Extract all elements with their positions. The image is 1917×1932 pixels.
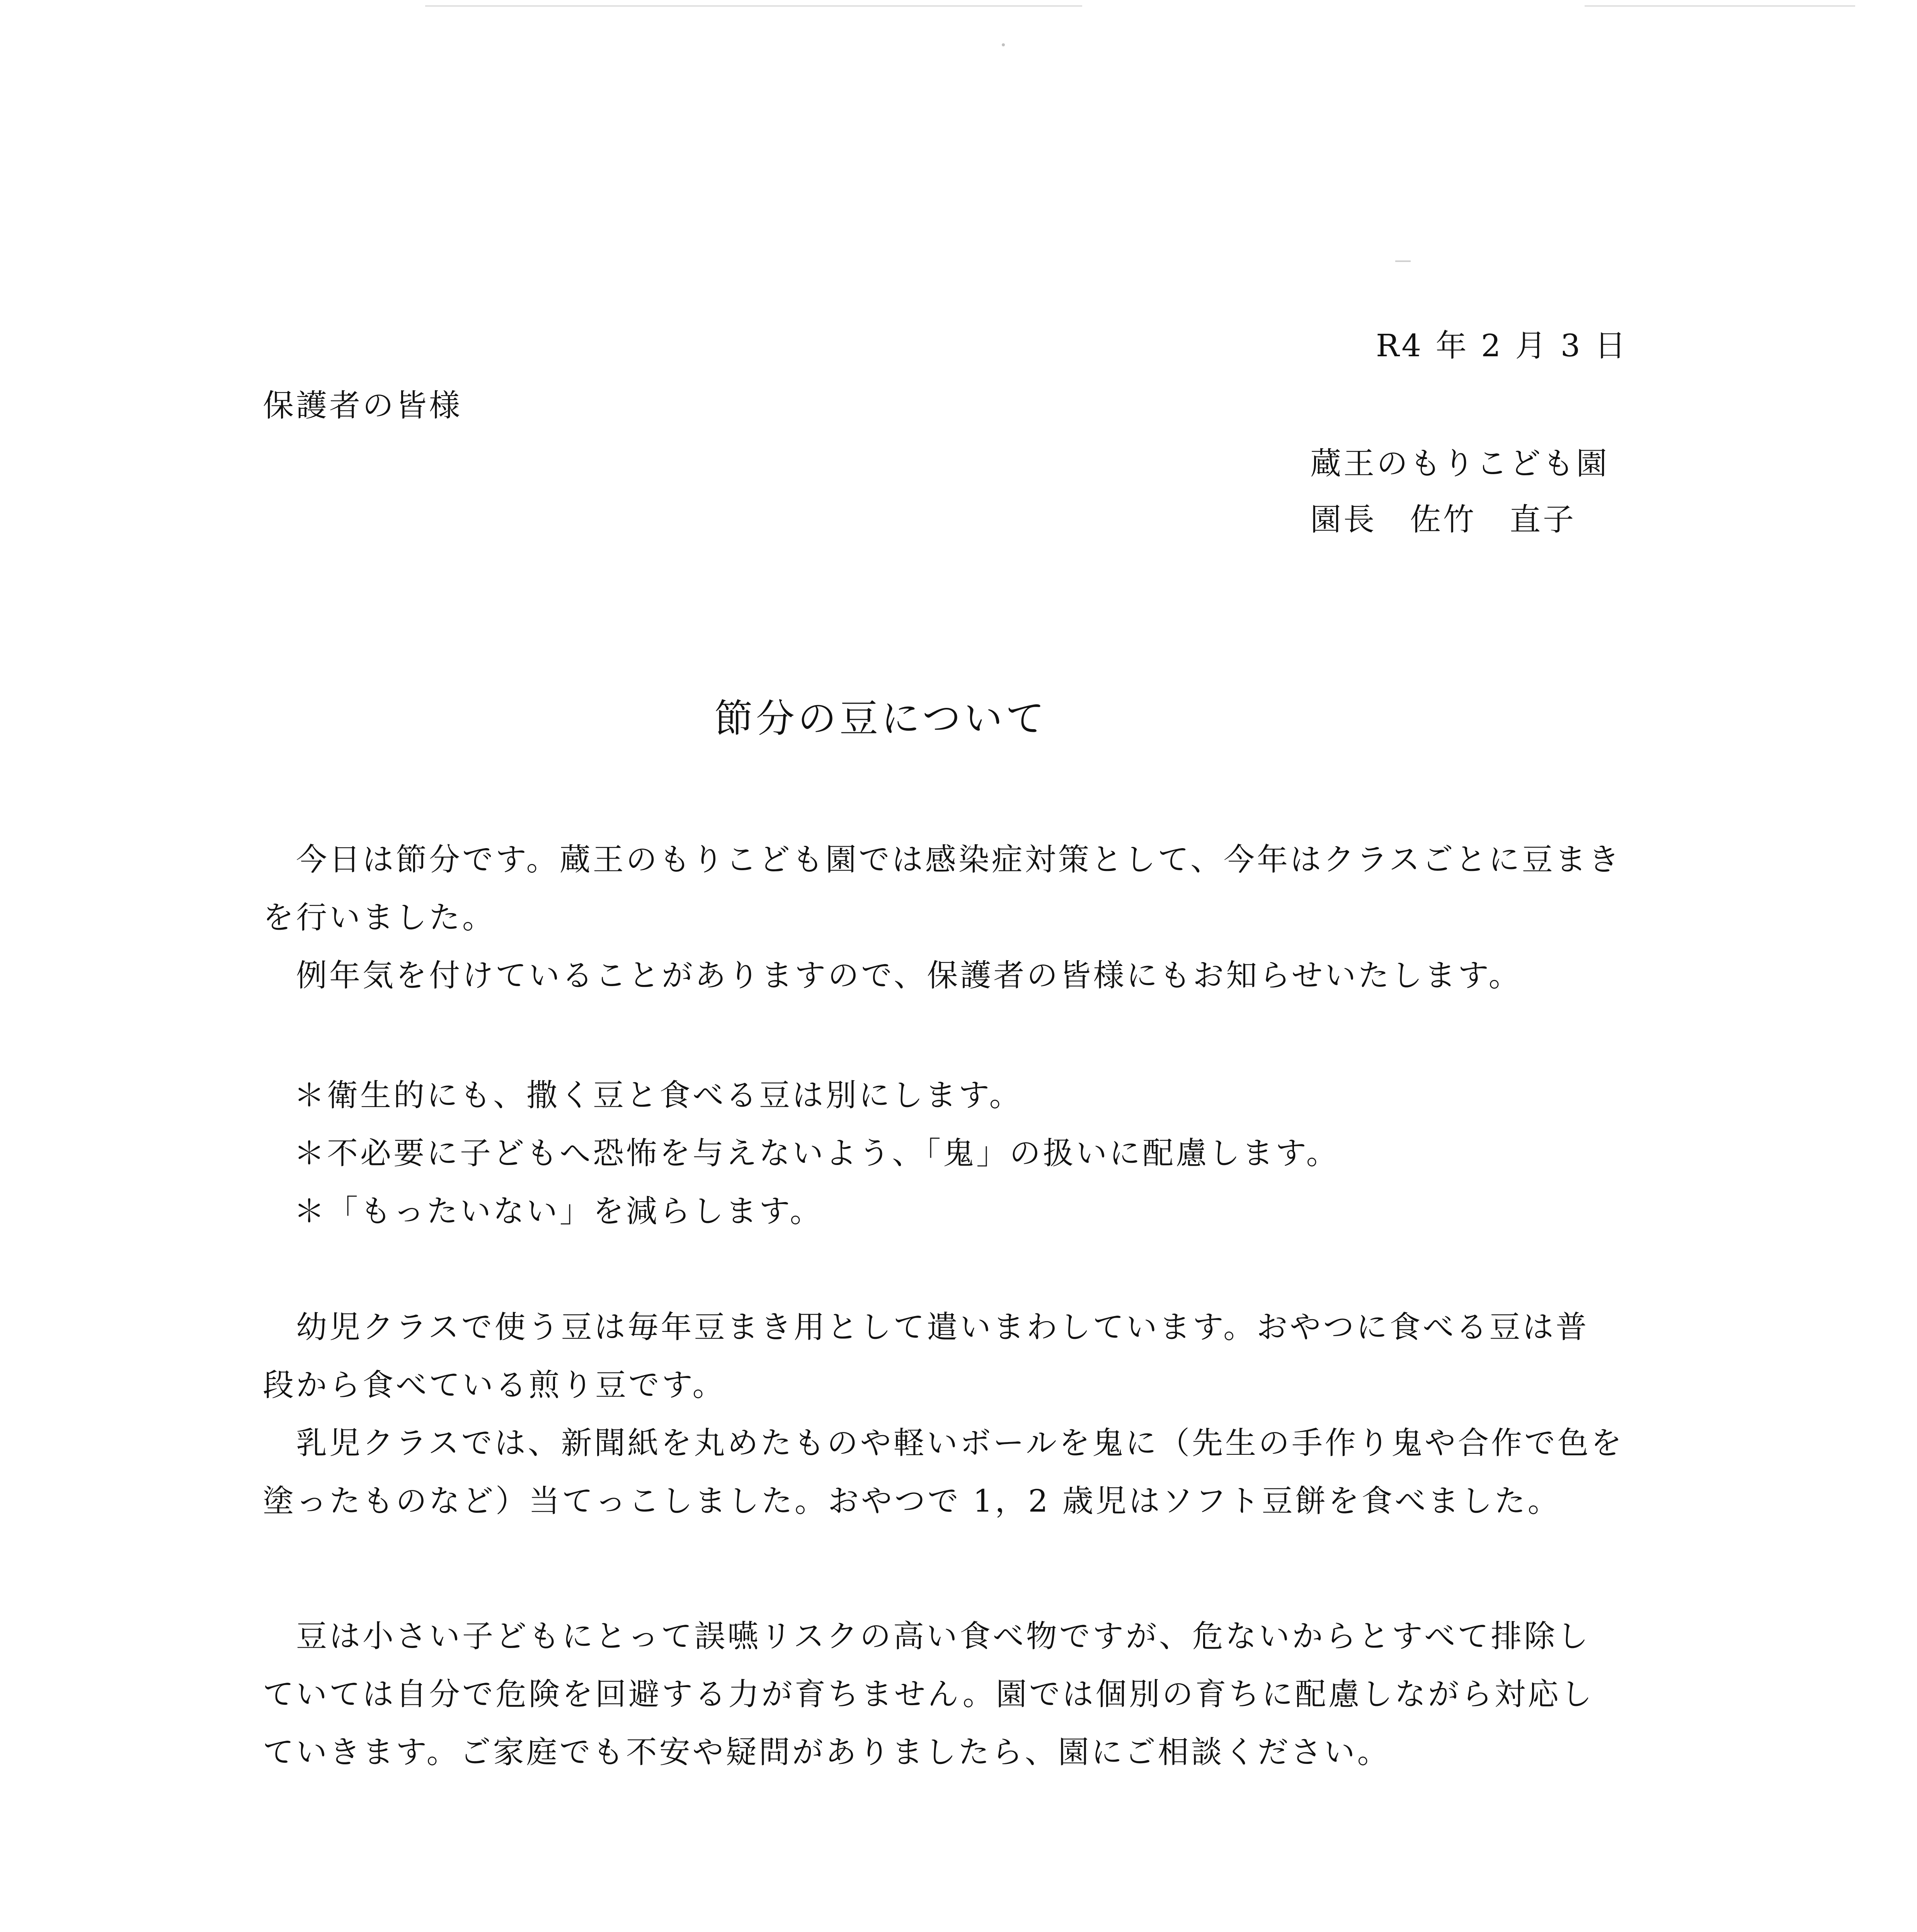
scan-edge-mark — [1585, 5, 1855, 7]
list-item: ＊不必要に子どもへ恐怖を与えないよう、「鬼」の扱いに配慮します。 — [294, 1135, 1340, 1171]
text-line: 今日は節分です。蔵王のもりこども園では感染症対策として、今年はクラスごとに豆まき — [263, 842, 1622, 878]
sender-name: 園長 佐竹 直子 — [1310, 502, 1576, 537]
text-line: 豆は小さい子どもにとって誤嚥リスクの高い食べ物ですが、危ないからとすべて排除し — [263, 1618, 1591, 1654]
text-line: 段から食べている煎り豆です。 — [263, 1367, 726, 1403]
text-line: ていきます。ご家庭でも不安や疑問がありましたら、園にご相談ください。 — [263, 1734, 1391, 1770]
closing-paragraph — [263, 1607, 1639, 1781]
precaution-list — [294, 1066, 1670, 1240]
scan-dust-mark — [1395, 260, 1411, 262]
letter-date: R4 年 2 月 3 日 — [1376, 328, 1628, 364]
organization-name: 蔵王のもりこども園 — [1310, 446, 1609, 481]
list-item: ＊衛生的にも、撒く豆と食べる豆は別にします。 — [294, 1077, 1023, 1113]
class-details-paragraph — [263, 1298, 1639, 1530]
scan-dust-mark — [1002, 43, 1005, 46]
text-line: ていては自分で危険を回避する力が育ちません。園では個別の育ちに配慮しながら対応し — [263, 1676, 1594, 1712]
text-line: を行いました。 — [263, 900, 495, 935]
text-line: 例年気を付けていることがありますので、保護者の皆様にもお知らせいたします。 — [263, 957, 1522, 993]
text-line: 乳児クラスでは、新聞紙を丸めたものや軽いボールを鬼に（先生の手作り鬼や合作で色を — [263, 1425, 1624, 1461]
text-line: 幼児クラスで使う豆は毎年豆まき用として遣いまわしています。おやつに食べる豆は普 — [263, 1309, 1589, 1345]
document-title: 節分の豆について — [714, 696, 1047, 741]
recipient-line: 保護者の皆様 — [263, 388, 462, 423]
text-line: 塗ったものなど）当てっこしました。おやつで 1，2 歳児はソフト豆餅を食べました。 — [263, 1483, 1561, 1519]
list-item: ＊「もったいない」を減らします。 — [294, 1193, 823, 1229]
scan-edge-mark — [425, 5, 1082, 7]
intro-paragraph — [263, 831, 1639, 1005]
